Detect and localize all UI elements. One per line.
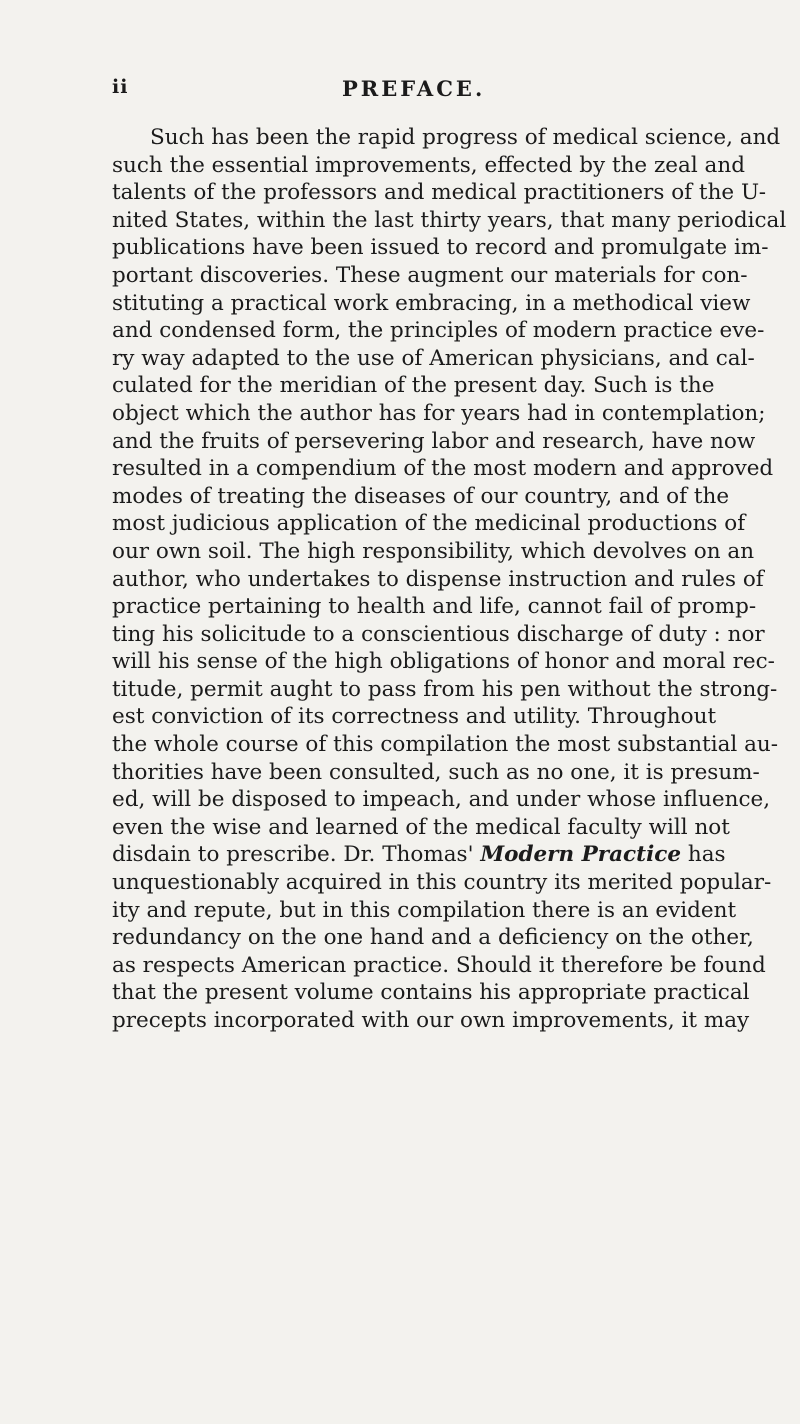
text-line: the whole course of this compilation the most substantial au- <box>112 732 779 758</box>
text-segment: disdain to prescribe. Dr. Thomas' <box>112 842 474 868</box>
text-line: ting his solicitude to a conscientious discharge of duty : nor <box>112 621 765 647</box>
text-line: most judicious application of the medicinal productions of <box>112 511 746 537</box>
text-line: stituting a practical work embracing, in a methodical view <box>112 290 751 316</box>
text-line: ity and repute, but in this compilation there is an evident <box>112 897 737 923</box>
text-line: publications have been issued to record and promulgate im- <box>112 235 769 261</box>
running-head <box>112 76 712 106</box>
text-line: will his sense of the high obligations of honor and moral rec- <box>112 649 775 675</box>
text-line: redundancy on the one hand and a deficiency on the other, <box>112 925 754 951</box>
page-title: PREFACE. <box>342 76 486 101</box>
text-line: nited States, within the last thirty years, that many periodical <box>112 207 787 233</box>
text-line: resulted in a compendium of the most modern and approved <box>112 456 774 482</box>
text-line: precepts incorporated with our own improvements, it may <box>112 1008 750 1033</box>
text-line: ry way adapted to the use of American physicians, and cal- <box>112 345 755 371</box>
text-line: our own soil. The high responsibility, which devolves on an <box>112 538 755 564</box>
page-number: ii <box>112 76 129 98</box>
text-line: titude, permit aught to pass from his pen without the strong- <box>112 676 778 702</box>
text-segment: has <box>687 842 726 868</box>
text-line: and condensed form, the principles of modern practice eve- <box>112 318 765 344</box>
text-line: culated for the meridian of the present day. Such is the <box>112 373 715 399</box>
text-line: thorities have been consulted, such as no one, it is presum- <box>112 759 760 785</box>
book-title: Modern Practice <box>480 842 682 868</box>
text-line: as respects American practice. Should it therefore be found <box>112 952 766 978</box>
text-line: author, who undertakes to dispense instruction and rules of <box>112 566 764 592</box>
text-line: such the essential improvements, effected by the zeal and <box>112 152 745 178</box>
text-line: object which the author has for years had in contemplation; <box>112 400 766 426</box>
text-line: portant discoveries. These augment our materials for con- <box>112 262 748 288</box>
text-line: talents of the professors and medical practitioners of the U- <box>112 180 766 206</box>
text-line: Such has been the rapid progress of medical science, and <box>150 125 781 150</box>
preface-paragraph <box>112 124 787 1035</box>
text-line: ed, will be disposed to impeach, and under whose influence, <box>112 787 771 813</box>
text-line: practice pertaining to health and life, cannot fail of promp- <box>112 594 757 620</box>
text-line-with-title <box>112 841 726 869</box>
text-line: even the wise and learned of the medical faculty will not <box>112 814 730 840</box>
text-line: est conviction of its correctness and utility. Throughout <box>112 704 717 730</box>
text-line: modes of treating the diseases of our country, and of the <box>112 483 730 509</box>
text-line: and the fruits of persevering labor and research, have now <box>112 428 756 454</box>
text-line: unquestionably acquired in this country its merited popular- <box>112 870 772 896</box>
text-line: that the present volume contains his appropriate practical <box>112 980 750 1006</box>
